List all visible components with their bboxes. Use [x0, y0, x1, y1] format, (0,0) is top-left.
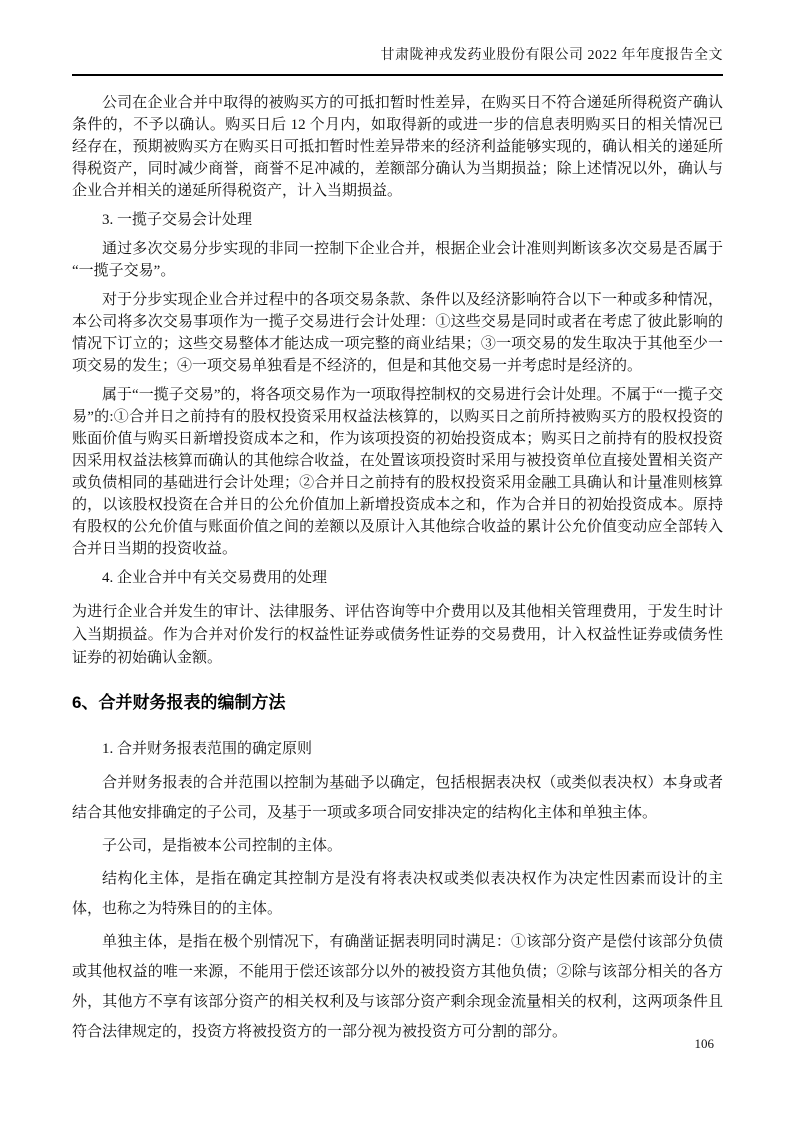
heading-transaction-costs: 4. 企业合并中有关交易费用的处理: [102, 570, 328, 586]
para-subsidiary-definition: 子公司，是指被本公司控制的主体。: [102, 838, 343, 854]
footer-page-number: 106: [694, 1036, 714, 1051]
header-rule-divider: [72, 74, 723, 76]
para-package-transaction-conditions: 对于分步实现企业合并过程中的各项交易条款、条件以及经济影响符合以下一种或多种情况，本公司将多次交易事项作为一揽子交易进行会计处理：①这些交易是同时或者在考虑了彼此影响的情况下订立的；这些交易整体才能达成一项完整的商业结果；③一项交易的发生取决于其他至少一项交易的发生；④一项交易单独看是不经济的，但是和其他交易一并考虑时是经济的。: [72, 292, 723, 374]
section-business-combination: [72, 92, 723, 670]
heading-consolidation-scope-principle: 1. 合并财务报表范围的确定原则: [102, 741, 313, 757]
para-package-transaction-judgment: 通过多次交易分步实现的非同一控制下企业合并，根据企业会计准则判断该多次交易是否属于“一揽子交易”。: [72, 241, 723, 279]
page-content: [72, 0, 723, 1047]
section-consolidation-scope: [72, 738, 723, 1047]
para-package-transaction-treatment: 属于“一揽子交易”的，将各项交易作为一项取得控制权的交易进行会计处理。不属于“一揽子交易”的:①合并日之前持有的股权投资采用权益法核算的，以购买日之前所持被购买方的股权投资的账面价值与购买日新增投资成本之和，作为该项投资的初始投资成本；购买日之前持有的股权投资因采用权益法核算而确认的其他综合收益，在处置该项投资时采用与被投资单位直接处置相关资产或负债相同的基础进行会计处理；②合并日之前持有的股权投资采用金融工具确认和计量准则核算的，以该股权投资在合并日的公允价值加上新增投资成本之和，作为合并日的初始投资成本。原持有股权的公允价值与账面价值之间的差额以及原计入其他综合收益的累计公允价值变动应全部转入合并日当期的投资收益。: [72, 387, 723, 557]
para-transaction-costs-treatment: 为进行企业合并发生的审计、法律服务、评估咨询等中介费用以及其他相关管理费用，于发生时计入当期损益。作为合并对价发行的权益性证券或债务性证券的交易费用，计入权益性证券或债务性证券的初始确认金额。: [72, 604, 723, 666]
report-header-title: 甘肃陇神戎发药业股份有限公司 2022 年年度报告全文: [380, 48, 723, 63]
heading-package-transaction-accounting: 3. 一揽子交易会计处理: [102, 212, 253, 228]
para-deferred-tax-recognition: 公司在企业合并中取得的被购买方的可抵扣暂时性差异，在购买日不符合递延所得税资产确认条件的，不予以确认。购买日后 12 个月内，如取得新的或进一步的信息表明购买日的相关情况已经存在，预期被购买方在购买日可抵扣暂时性差异带来的经济利益能够实现的，确认相关的递延所得税资产，同时减少商誉，商誉不足冲减的，差额部分确认为当期损益；除上述情况以外，确认与企业合并相关的递延所得税资产，计入当期损益。: [72, 95, 723, 199]
section-heading-consolidated-statements: 6、合并财务报表的编制方法: [72, 693, 286, 712]
para-structured-entity-definition: 结构化主体，是指在确定其控制方是没有将表决权或类似表决权作为决定性因素而设计的主体，也称之为特殊目的的主体。: [72, 871, 723, 917]
para-consolidation-scope: 合并财务报表的合并范围以控制为基础予以确定，包括根据表决权（或类似表决权）本身或者结合其他安排确定的子公司，及基于一项或多项合同安排决定的结构化主体和单独主体。: [72, 775, 723, 821]
para-separate-entity-definition: 单独主体，是指在极个别情况下，有确凿证据表明同时满足：①该部分资产是偿付该部分负债或其他权益的唯一来源，不能用于偿还该部分以外的被投资方其他负债；②除与该部分相关的各方外，其他方不享有该部分资产的相关权利及与该部分资产剩余现金流量相关的权利，这两项条件且符合法律规定的，投资方将被投资方的一部分视为被投资方可分割的部分。: [72, 934, 723, 1040]
